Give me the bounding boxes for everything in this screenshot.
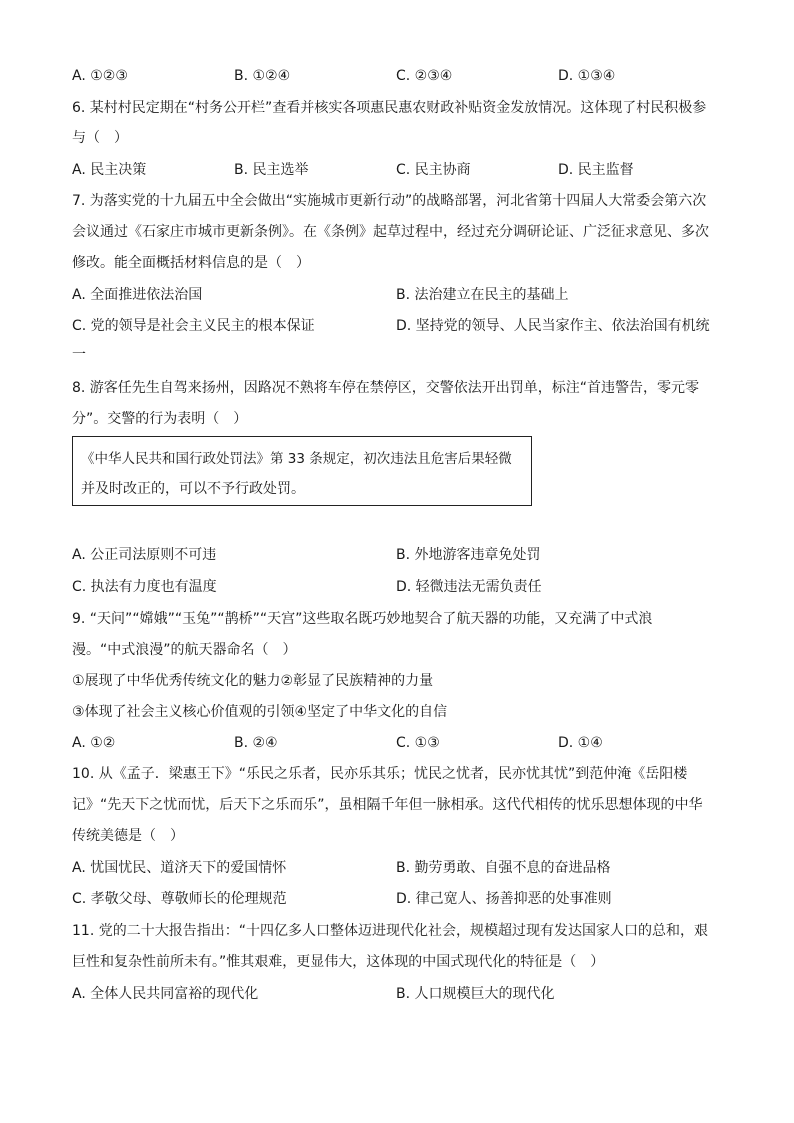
q9-stem-line-2: 漫。“中式浪漫”的航天器命名（ ） — [72, 642, 297, 658]
q7-stem-line-1: 7. 为落实党的十九届五中全会做出“实施城市更新行动”的战略部署，河北省第十四届人大常委会第六次 — [72, 193, 707, 209]
q5-option-d[interactable]: D. ①③④ — [558, 68, 616, 84]
q7-option-d[interactable]: D. 坚持党的领导、人民当家作主、依法治国有机统 — [396, 318, 710, 334]
q6-option-c[interactable]: C. 民主协商 — [396, 162, 471, 178]
q10-stem-line-2: 记》“先天下之忧而忧，后天下之乐而乐”，虽相隔千年但一脉相承。这代代相传的忧乐思想体现的中华 — [72, 797, 703, 813]
q10-option-d[interactable]: D. 律己宽人、扬善抑恶的处事准则 — [396, 891, 612, 907]
q8-option-b[interactable]: B. 外地游客违章免处罚 — [396, 547, 541, 563]
q8-option-c[interactable]: C. 执法有力度也有温度 — [72, 579, 217, 595]
q6-option-a[interactable]: A. 民主决策 — [72, 162, 147, 178]
q8-stem-line-1: 8. 游客任先生自驾来扬州，因路况不熟将车停在禁停区，交警依法开出罚单，标注“首违警告，零元零 — [72, 380, 700, 396]
q6-stem-line-1: 6. 某村村民定期在“村务公开栏”查看并核实各项惠民惠农财政补贴资金发放情况。这体现了村民积极参 — [72, 100, 707, 116]
q10-option-c[interactable]: C. 孝敬父母、尊敬师长的伦理规范 — [72, 891, 287, 907]
q8-options-row-2 — [72, 577, 722, 597]
q6-option-b[interactable]: B. 民主选举 — [234, 162, 309, 178]
q9-option-d[interactable]: D. ①④ — [558, 735, 603, 751]
q7-options-row-1 — [72, 285, 722, 305]
q10-options-row-2 — [72, 889, 722, 909]
q11-stem-line-1: 11. 党的二十大报告指出：“十四亿多人口整体迈进现代化社会，规模超过现有发达国家人口的总和，艰 — [72, 923, 708, 939]
q6-stem-line-2: 与（ ） — [72, 130, 128, 146]
q9-statement-line-2: ③体现了社会主义核心价值观的引领④坚定了中华文化的自信 — [72, 704, 448, 720]
q5-options — [72, 66, 722, 86]
q9-options — [72, 733, 722, 753]
q9-option-a[interactable]: A. ①② — [72, 735, 116, 751]
q10-option-b[interactable]: B. 勤劳勇敢、自强不息的奋进品格 — [396, 860, 611, 876]
q9-option-c[interactable]: C. ①③ — [396, 735, 440, 751]
q9-stem-line-1: 9. “天问”“嫦娥”“玉兔”“鹊桥”“天宫”这些取名既巧妙地契合了航天器的功能，又充满了中式浪 — [72, 611, 653, 627]
q7-stem-line-2: 会议通过《石家庄市城市更新条例》。在《条例》起草过程中，经过充分调研论证、广泛征求意见、多次 — [72, 224, 709, 240]
q10-stem-line-1: 10. 从《孟子．梁惠王下》“乐民之乐者，民亦乐其乐；忧民之忧者，民亦忧其忧”到范仲淹《岳阳楼 — [72, 766, 688, 782]
q10-options-row-1 — [72, 858, 722, 878]
q8-material-box — [72, 436, 532, 506]
q5-option-a[interactable]: A. ①②③ — [72, 68, 128, 84]
q10-option-a[interactable]: A. 忧国忧民、道济天下的爱国情怀 — [72, 860, 287, 876]
q7-option-d-wrap: 一 — [72, 347, 86, 363]
q11-options-row-1 — [72, 984, 722, 1004]
q8-option-d[interactable]: D. 轻微违法无需负责任 — [396, 579, 542, 595]
q10-stem-line-3: 传统美德是（ ） — [72, 828, 184, 844]
q8-options-row-1 — [72, 545, 722, 565]
q7-option-c[interactable]: C. 党的领导是社会主义民主的根本保证 — [72, 318, 315, 334]
q7-options-row-2 — [72, 316, 722, 336]
q8-box-line-1: 《中华人民共和国行政处罚法》第 33 条规定，初次违法且危害后果轻微 — [81, 451, 512, 467]
q7-stem-line-3: 修改。能全面概括材料信息的是（ ） — [72, 255, 310, 271]
q8-stem-line-2: 分”。交警的行为表明（ ） — [72, 411, 248, 427]
q11-option-a[interactable]: A. 全体人民共同富裕的现代化 — [72, 986, 259, 1002]
q6-options — [72, 160, 722, 180]
q8-option-a[interactable]: A. 公正司法原则不可违 — [72, 547, 217, 563]
q9-statement-line-1: ①展现了中华优秀传统文化的魅力②彰显了民族精神的力量 — [72, 673, 434, 689]
q7-option-b[interactable]: B. 法治建立在民主的基础上 — [396, 287, 569, 303]
q7-option-a[interactable]: A. 全面推进依法治国 — [72, 287, 203, 303]
q9-option-b[interactable]: B. ②④ — [234, 735, 278, 751]
q5-option-b[interactable]: B. ①②④ — [234, 68, 291, 84]
q5-option-c[interactable]: C. ②③④ — [396, 68, 453, 84]
q11-stem-line-2: 巨性和复杂性前所未有。”惟其艰难，更显伟大，这体现的中国式现代化的特征是（ ） — [72, 954, 605, 970]
q8-box-line-2: 并及时改正的，可以不予行政处罚。 — [81, 481, 305, 497]
q6-option-d[interactable]: D. 民主监督 — [558, 162, 634, 178]
q11-option-b[interactable]: B. 人口规模巨大的现代化 — [396, 986, 555, 1002]
